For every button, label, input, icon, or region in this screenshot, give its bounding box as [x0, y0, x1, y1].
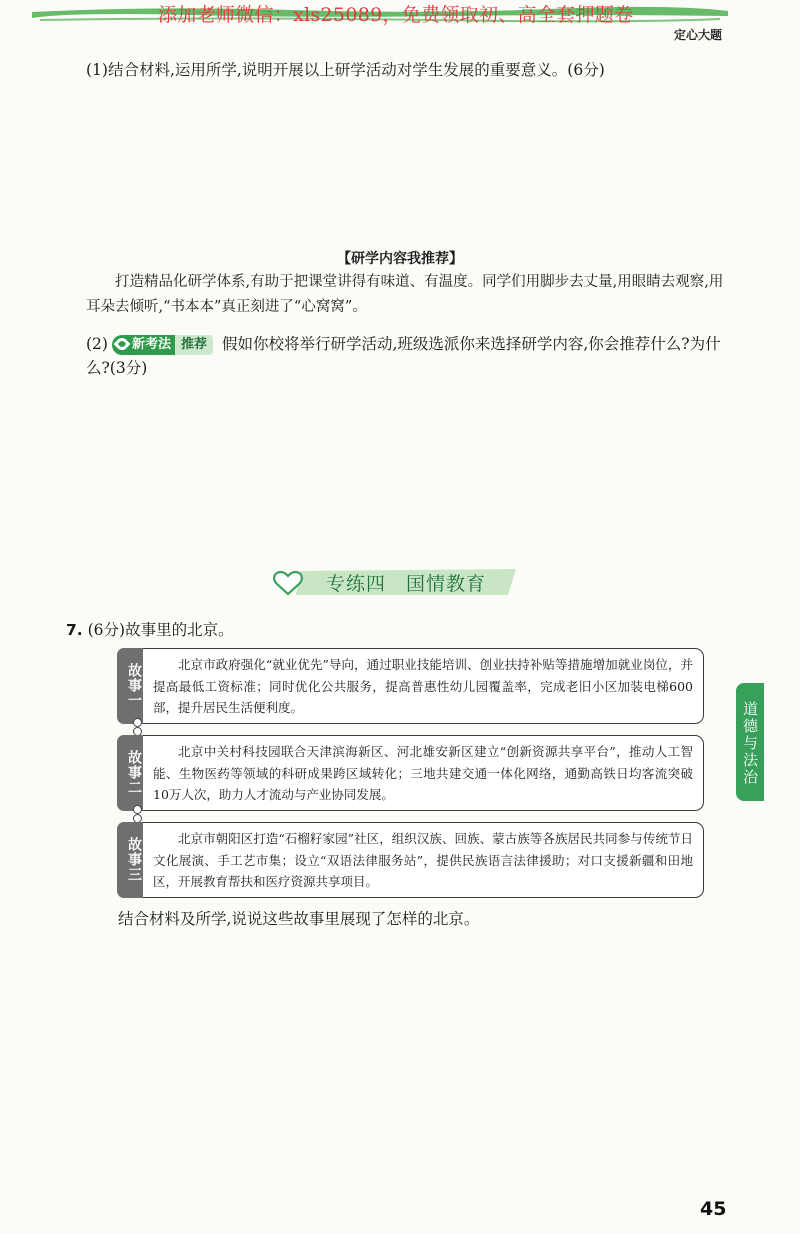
story-box-2 — [118, 735, 704, 811]
new-method-badge-label: 新考法 — [131, 337, 171, 352]
question-7-number: 7. — [66, 621, 83, 639]
story-label: 故事一 — [126, 662, 142, 708]
question-7-text: (6分)故事里的北京。 — [87, 621, 234, 639]
story-text: 北京市政府强化“就业优先”导向，通过职业技能培训、创业扶持补贴等措施增加就业岗位，并提高最低工资标准；同时优化公共服务，提高普惠性幼儿园覆盖率，完成老旧小区加装电梯600部，提升居民生活便利度。 — [153, 657, 693, 715]
subject-side-tab-label: 道德与法治 — [741, 700, 759, 786]
ring-icon — [133, 718, 142, 727]
recommend-badge: 推荐 — [175, 335, 213, 355]
story-label: 故事三 — [126, 836, 142, 882]
story-tab — [117, 648, 143, 724]
leaf-icon — [113, 336, 130, 353]
section-header — [270, 565, 520, 599]
new-method-badge — [112, 335, 177, 355]
question-2 — [86, 332, 736, 380]
top-banner — [30, 0, 730, 30]
ring-icon — [133, 805, 142, 814]
story-tab — [117, 822, 143, 898]
story-tab — [117, 735, 143, 811]
recommend-title: 【研学内容我推荐】 — [337, 251, 463, 267]
story-label: 故事二 — [126, 749, 142, 795]
story-box-3 — [118, 822, 704, 898]
banner-text: 添加老师微信：xls25089，免费领取初、高全套押题卷 — [158, 4, 634, 26]
header-right-label: 定心大题 — [673, 28, 722, 42]
story-text: 北京市朝阳区打造“石榴籽家园”社区，组织汉族、回族、蒙古族等各族居民共同参与传统节日文化展演、手工艺市集；设立“双语法律服务站”，提供民族语言法律援助；对口支援新疆和田地区，开展教育帮扶和医疗资源共享项目。 — [153, 831, 693, 889]
recommend-paragraph: 打造精品化研学体系,有助于把课堂讲得有味道、有温度。同学们用脚步去丈量,用眼睛去观察,用耳朵去倾听,“书本本”真正刻进了“心窝窝”。 — [86, 274, 724, 315]
page-number: 45 — [700, 1198, 727, 1220]
question-2-prefix: (2) — [86, 335, 108, 353]
story-text: 北京中关村科技园联合天津滨海新区、河北雄安新区建立“创新资源共享平台”，推动人工智能、生物医药等领域的科研成果跨区域转化；三地共建交通一体化网络，通勤高铁日均客流突破10万人次，助力人才流动与产业协同发展。 — [153, 744, 693, 802]
question-7 — [66, 618, 234, 642]
section-title: 专练四 国情教育 — [326, 573, 487, 595]
question-1: (1)结合材料,运用所学,说明开展以上研学活动对学生发展的重要意义。(6分) — [86, 61, 605, 79]
question-7-instruction: 结合材料及所学,说说这些故事里展现了怎样的北京。 — [118, 910, 480, 928]
question-2-text: 假如你校将举行研学活动,班级选派你来选择研学内容,你会推荐什么?为什么?(3分) — [86, 335, 721, 377]
story-box-1 — [118, 648, 704, 724]
subject-side-tab — [736, 683, 764, 801]
